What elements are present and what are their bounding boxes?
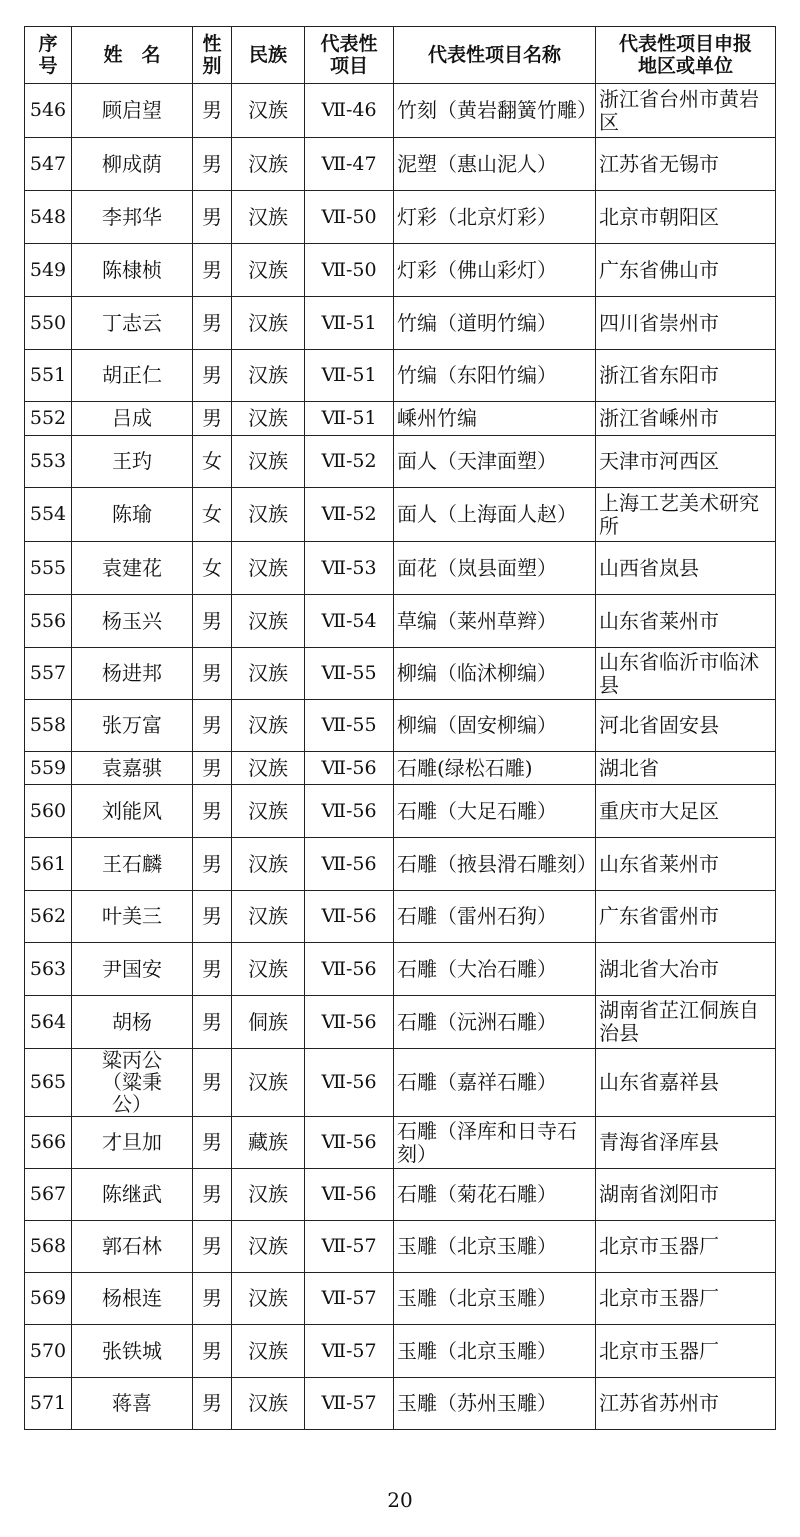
row-ethnicity: 汉族 xyxy=(232,436,305,488)
row-project-code: Ⅶ-57 xyxy=(305,1273,394,1325)
row-project-name: 石雕（雷州石狗） xyxy=(394,891,596,943)
row-project-name: 草编（莱州草辫） xyxy=(394,595,596,648)
row-gender: 男 xyxy=(193,297,232,350)
row-region: 天津市河西区 xyxy=(596,436,776,488)
row-region: 湖北省大冶市 xyxy=(596,943,776,996)
row-index: 561 xyxy=(25,838,72,891)
table-row xyxy=(25,1378,776,1430)
row-name: 才旦加 xyxy=(72,1117,193,1169)
row-project-code: Ⅶ-51 xyxy=(305,402,394,436)
row-project-name: 石雕（大冶石雕） xyxy=(394,943,596,996)
row-name: 陈棣桢 xyxy=(72,244,193,297)
table-row xyxy=(25,1117,776,1169)
row-name: 陈瑜 xyxy=(72,488,193,542)
row-name: 丁志云 xyxy=(72,297,193,350)
table-row xyxy=(25,891,776,943)
row-name: 叶美三 xyxy=(72,891,193,943)
row-project-name: 玉雕（苏州玉雕） xyxy=(394,1378,596,1430)
row-ethnicity: 汉族 xyxy=(232,350,305,402)
row-name: 袁嘉骐 xyxy=(72,752,193,785)
table-row xyxy=(25,402,776,436)
row-ethnicity: 汉族 xyxy=(232,488,305,542)
row-region: 浙江省台州市黄岩区 xyxy=(596,84,776,138)
row-project-name: 竹刻（黄岩翻簧竹雕） xyxy=(394,84,596,138)
row-gender: 男 xyxy=(193,1117,232,1169)
row-ethnicity: 汉族 xyxy=(232,785,305,838)
header-name: 姓 名 xyxy=(72,27,193,84)
table-row xyxy=(25,752,776,785)
row-ethnicity: 汉族 xyxy=(232,402,305,436)
row-name: 顾启望 xyxy=(72,84,193,138)
row-project-code: Ⅶ-56 xyxy=(305,785,394,838)
row-region: 湖北省 xyxy=(596,752,776,785)
row-gender: 男 xyxy=(193,350,232,402)
row-region: 北京市玉器厂 xyxy=(596,1221,776,1273)
row-index: 559 xyxy=(25,752,72,785)
row-gender: 男 xyxy=(193,838,232,891)
row-region: 广东省雷州市 xyxy=(596,891,776,943)
row-index: 558 xyxy=(25,700,72,752)
row-region: 浙江省东阳市 xyxy=(596,350,776,402)
table-row xyxy=(25,297,776,350)
row-ethnicity: 汉族 xyxy=(232,648,305,700)
table-header-row xyxy=(25,27,776,84)
row-project-name: 玉雕（北京玉雕） xyxy=(394,1221,596,1273)
row-name: 吕成 xyxy=(72,402,193,436)
row-name: 张万富 xyxy=(72,700,193,752)
row-region: 山东省嘉祥县 xyxy=(596,1049,776,1117)
row-gender: 男 xyxy=(193,648,232,700)
table-row xyxy=(25,838,776,891)
row-region: 浙江省嵊州市 xyxy=(596,402,776,436)
table-row xyxy=(25,700,776,752)
row-index: 568 xyxy=(25,1221,72,1273)
row-name: 胡正仁 xyxy=(72,350,193,402)
row-region: 山东省临沂市临沭县 xyxy=(596,648,776,700)
table-row xyxy=(25,350,776,402)
row-gender: 男 xyxy=(193,1273,232,1325)
row-gender: 男 xyxy=(193,595,232,648)
row-index: 563 xyxy=(25,943,72,996)
row-index: 553 xyxy=(25,436,72,488)
table-row xyxy=(25,1169,776,1221)
row-project-code: Ⅶ-56 xyxy=(305,1049,394,1117)
table-row xyxy=(25,244,776,297)
row-region: 北京市朝阳区 xyxy=(596,191,776,244)
row-index: 566 xyxy=(25,1117,72,1169)
row-gender: 男 xyxy=(193,84,232,138)
header-project-code: 代表性项目 xyxy=(305,27,394,84)
row-gender: 男 xyxy=(193,138,232,191)
row-project-code: Ⅶ-56 xyxy=(305,943,394,996)
row-gender: 男 xyxy=(193,1049,232,1117)
row-name: 张铁城 xyxy=(72,1325,193,1378)
row-index: 570 xyxy=(25,1325,72,1378)
row-ethnicity: 侗族 xyxy=(232,996,305,1049)
row-project-name: 竹编（道明竹编） xyxy=(394,297,596,350)
row-project-name: 石雕（沅洲石雕） xyxy=(394,996,596,1049)
row-gender: 男 xyxy=(193,1221,232,1273)
row-project-name: 面人（上海面人赵） xyxy=(394,488,596,542)
row-index: 548 xyxy=(25,191,72,244)
table-row xyxy=(25,1325,776,1378)
row-project-name: 石雕（泽库和日寺石刻） xyxy=(394,1117,596,1169)
row-index: 564 xyxy=(25,996,72,1049)
row-region: 广东省佛山市 xyxy=(596,244,776,297)
row-project-code: Ⅶ-57 xyxy=(305,1378,394,1430)
row-index: 547 xyxy=(25,138,72,191)
row-project-name: 柳编（固安柳编） xyxy=(394,700,596,752)
table-row xyxy=(25,84,776,138)
row-gender: 女 xyxy=(193,488,232,542)
row-gender: 男 xyxy=(193,943,232,996)
row-gender: 男 xyxy=(193,1378,232,1430)
row-ethnicity: 汉族 xyxy=(232,595,305,648)
header-ethnicity: 民族 xyxy=(232,27,305,84)
row-ethnicity: 汉族 xyxy=(232,891,305,943)
table-row xyxy=(25,996,776,1049)
row-region: 山西省岚县 xyxy=(596,542,776,595)
table-row xyxy=(25,542,776,595)
row-gender: 男 xyxy=(193,700,232,752)
row-project-code: Ⅶ-56 xyxy=(305,1169,394,1221)
table-row xyxy=(25,488,776,542)
row-region: 北京市玉器厂 xyxy=(596,1325,776,1378)
row-index: 569 xyxy=(25,1273,72,1325)
row-gender: 男 xyxy=(193,402,232,436)
row-project-code: Ⅶ-54 xyxy=(305,595,394,648)
table-row xyxy=(25,785,776,838)
row-name xyxy=(72,1049,193,1117)
row-project-name: 石雕（菊花石雕） xyxy=(394,1169,596,1221)
row-ethnicity: 汉族 xyxy=(232,297,305,350)
row-project-code: Ⅶ-56 xyxy=(305,838,394,891)
row-region: 湖南省芷江侗族自治县 xyxy=(596,996,776,1049)
row-ethnicity: 藏族 xyxy=(232,1117,305,1169)
row-ethnicity: 汉族 xyxy=(232,700,305,752)
row-project-code: Ⅶ-57 xyxy=(305,1221,394,1273)
row-region: 北京市玉器厂 xyxy=(596,1273,776,1325)
table-row xyxy=(25,1221,776,1273)
row-region: 湖南省浏阳市 xyxy=(596,1169,776,1221)
row-index: 556 xyxy=(25,595,72,648)
row-index: 546 xyxy=(25,84,72,138)
row-index: 552 xyxy=(25,402,72,436)
row-gender: 男 xyxy=(193,996,232,1049)
row-region: 重庆市大足区 xyxy=(596,785,776,838)
row-index: 549 xyxy=(25,244,72,297)
row-project-name: 石雕（掖县滑石雕刻） xyxy=(394,838,596,891)
page-number: 20 xyxy=(387,1488,413,1512)
row-region: 四川省崇州市 xyxy=(596,297,776,350)
row-ethnicity: 汉族 xyxy=(232,542,305,595)
row-project-code: Ⅶ-46 xyxy=(305,84,394,138)
row-index: 562 xyxy=(25,891,72,943)
row-project-name: 灯彩（佛山彩灯） xyxy=(394,244,596,297)
row-ethnicity: 汉族 xyxy=(232,84,305,138)
row-ethnicity: 汉族 xyxy=(232,752,305,785)
row-gender: 男 xyxy=(193,1325,232,1378)
row-ethnicity: 汉族 xyxy=(232,191,305,244)
row-ethnicity: 汉族 xyxy=(232,138,305,191)
table-row xyxy=(25,1049,776,1117)
row-gender: 男 xyxy=(193,891,232,943)
table-row xyxy=(25,1273,776,1325)
header-index: 序号 xyxy=(25,27,72,84)
header-region: 代表性项目申报地区或单位 xyxy=(596,27,776,84)
row-project-name: 玉雕（北京玉雕） xyxy=(394,1273,596,1325)
row-name: 杨玉兴 xyxy=(72,595,193,648)
row-region: 江苏省无锡市 xyxy=(596,138,776,191)
row-gender: 男 xyxy=(193,244,232,297)
row-name: 杨进邦 xyxy=(72,648,193,700)
row-project-name: 石雕(绿松石雕) xyxy=(394,752,596,785)
row-name: 尹国安 xyxy=(72,943,193,996)
row-project-code: Ⅶ-55 xyxy=(305,648,394,700)
row-project-name: 嵊州竹编 xyxy=(394,402,596,436)
row-project-name: 面人（天津面塑） xyxy=(394,436,596,488)
row-project-code: Ⅶ-56 xyxy=(305,891,394,943)
row-project-code: Ⅶ-51 xyxy=(305,297,394,350)
row-region: 山东省莱州市 xyxy=(596,838,776,891)
row-project-code: Ⅶ-50 xyxy=(305,244,394,297)
row-name: 柳成荫 xyxy=(72,138,193,191)
table-row xyxy=(25,436,776,488)
row-project-code: Ⅶ-50 xyxy=(305,191,394,244)
row-index: 557 xyxy=(25,648,72,700)
row-region: 上海工艺美术研究所 xyxy=(596,488,776,542)
row-project-code: Ⅶ-56 xyxy=(305,752,394,785)
row-name: 郭石林 xyxy=(72,1221,193,1273)
row-name-text: 粱丙公（粱秉公） xyxy=(102,1048,162,1116)
row-region: 山东省莱州市 xyxy=(596,595,776,648)
table-row xyxy=(25,943,776,996)
row-name: 王石麟 xyxy=(72,838,193,891)
row-project-code: Ⅶ-53 xyxy=(305,542,394,595)
row-index: 554 xyxy=(25,488,72,542)
row-ethnicity: 汉族 xyxy=(232,1049,305,1117)
row-ethnicity: 汉族 xyxy=(232,1169,305,1221)
row-project-code: Ⅶ-55 xyxy=(305,700,394,752)
row-name: 袁建花 xyxy=(72,542,193,595)
row-region: 江苏省苏州市 xyxy=(596,1378,776,1430)
row-project-name: 面花（岚县面塑） xyxy=(394,542,596,595)
row-ethnicity: 汉族 xyxy=(232,244,305,297)
row-gender: 女 xyxy=(193,542,232,595)
row-ethnicity: 汉族 xyxy=(232,1325,305,1378)
row-name: 蒋喜 xyxy=(72,1378,193,1430)
row-ethnicity: 汉族 xyxy=(232,838,305,891)
row-region: 河北省固安县 xyxy=(596,700,776,752)
row-project-code: Ⅶ-56 xyxy=(305,1117,394,1169)
row-name: 陈继武 xyxy=(72,1169,193,1221)
row-project-code: Ⅶ-57 xyxy=(305,1325,394,1378)
row-index: 560 xyxy=(25,785,72,838)
row-project-code: Ⅶ-52 xyxy=(305,488,394,542)
table-row xyxy=(25,138,776,191)
row-project-name: 泥塑（惠山泥人） xyxy=(394,138,596,191)
table-row xyxy=(25,648,776,700)
row-project-code: Ⅶ-52 xyxy=(305,436,394,488)
row-gender: 男 xyxy=(193,191,232,244)
table-body xyxy=(25,84,776,1430)
row-ethnicity: 汉族 xyxy=(232,1221,305,1273)
row-index: 571 xyxy=(25,1378,72,1430)
row-project-name: 柳编（临沭柳编） xyxy=(394,648,596,700)
row-region: 青海省泽库县 xyxy=(596,1117,776,1169)
row-project-name: 石雕（大足石雕） xyxy=(394,785,596,838)
row-gender: 男 xyxy=(193,785,232,838)
row-project-code: Ⅶ-47 xyxy=(305,138,394,191)
row-ethnicity: 汉族 xyxy=(232,1378,305,1430)
table-row xyxy=(25,191,776,244)
row-project-code: Ⅶ-56 xyxy=(305,996,394,1049)
row-gender: 女 xyxy=(193,436,232,488)
table-row xyxy=(25,595,776,648)
row-index: 551 xyxy=(25,350,72,402)
row-ethnicity: 汉族 xyxy=(232,1273,305,1325)
row-index: 550 xyxy=(25,297,72,350)
row-project-name: 竹编（东阳竹编） xyxy=(394,350,596,402)
row-gender: 男 xyxy=(193,1169,232,1221)
row-name: 杨根连 xyxy=(72,1273,193,1325)
row-index: 565 xyxy=(25,1049,72,1117)
row-name: 李邦华 xyxy=(72,191,193,244)
row-project-name: 灯彩（北京灯彩） xyxy=(394,191,596,244)
row-name: 王玓 xyxy=(72,436,193,488)
row-project-name: 玉雕（北京玉雕） xyxy=(394,1325,596,1378)
row-name: 刘能风 xyxy=(72,785,193,838)
row-index: 567 xyxy=(25,1169,72,1221)
heritage-inheritor-table xyxy=(24,26,776,1430)
row-ethnicity: 汉族 xyxy=(232,943,305,996)
row-name: 胡杨 xyxy=(72,996,193,1049)
row-index: 555 xyxy=(25,542,72,595)
row-project-name: 石雕（嘉祥石雕） xyxy=(394,1049,596,1117)
row-gender: 男 xyxy=(193,752,232,785)
row-project-code: Ⅶ-51 xyxy=(305,350,394,402)
header-project-name: 代表性项目名称 xyxy=(394,27,596,84)
header-gender: 性别 xyxy=(193,27,232,84)
